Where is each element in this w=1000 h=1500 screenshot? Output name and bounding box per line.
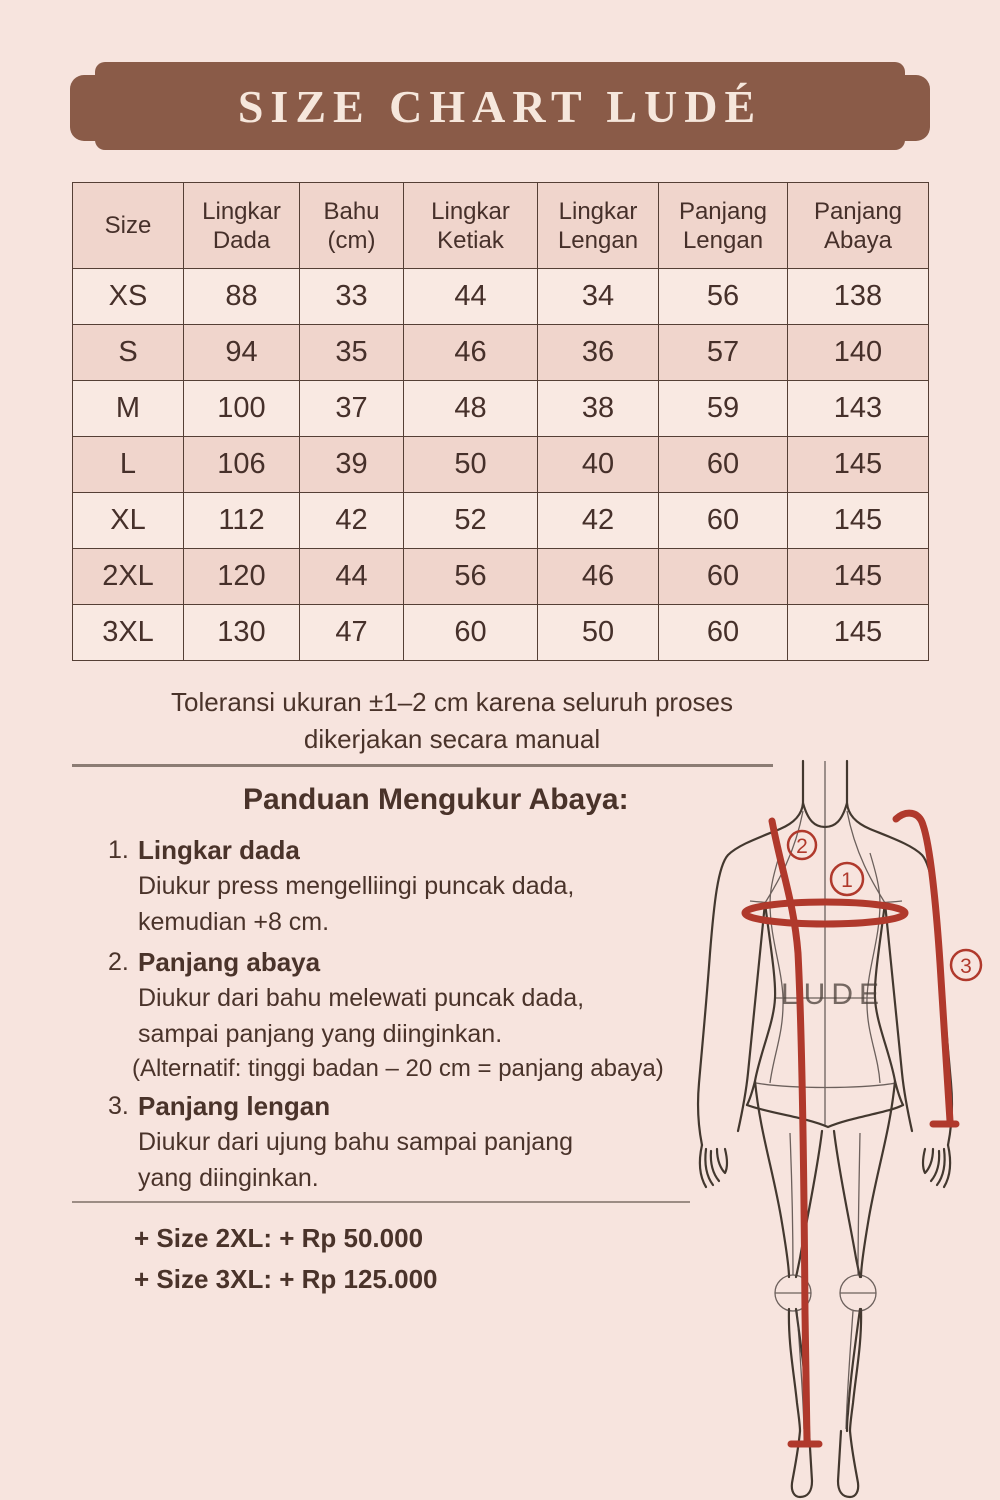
table-header-row: [73, 183, 929, 269]
cell-value: 120: [184, 549, 300, 605]
cell-value: 44: [404, 269, 538, 325]
surcharge-3xl: + Size 3XL: + Rp 125.000: [134, 1264, 438, 1294]
item-line: Diukur dari bahu melewati puncak dada,: [138, 984, 585, 1012]
table-row-3xl: [73, 605, 929, 661]
cell-value: 88: [184, 269, 300, 325]
item-number: 3.: [108, 1092, 129, 1120]
cell-size: S: [73, 325, 184, 381]
header-lingkar-lengan: Lingkar Lengan: [538, 183, 659, 269]
header-panjang-abaya: Panjang Abaya: [788, 183, 929, 269]
cell-value: 33: [300, 269, 404, 325]
label-1-number: 1: [841, 869, 853, 892]
cell-value: 39: [300, 437, 404, 493]
cell-value: 60: [659, 493, 788, 549]
cell-size: XL: [73, 493, 184, 549]
cell-size: XS: [73, 269, 184, 325]
item-title: Lingkar dada: [138, 835, 300, 865]
item-line: kemudian +8 cm.: [138, 908, 330, 936]
table-row-xl: [73, 493, 929, 549]
cell-value: 37: [300, 381, 404, 437]
cell-value: 38: [538, 381, 659, 437]
table-row-s: [73, 325, 929, 381]
cell-value: 56: [404, 549, 538, 605]
cell-value: 35: [300, 325, 404, 381]
table-row-xs: [73, 269, 929, 325]
guide-item-panjang-abaya: [108, 944, 708, 1086]
cell-value: 46: [538, 549, 659, 605]
cell-value: 140: [788, 325, 929, 381]
label-3-number: 3: [960, 955, 972, 978]
cell-value: 145: [788, 549, 929, 605]
cell-value: 36: [538, 325, 659, 381]
body-measurement-diagram: [690, 753, 1000, 1500]
guide-heading: Panduan Mengukur Abaya:: [243, 783, 629, 816]
cell-size: L: [73, 437, 184, 493]
figure-guide-lines: [750, 761, 902, 1429]
cell-value: 47: [300, 605, 404, 661]
cell-value: 50: [538, 605, 659, 661]
label-2-number: 2: [796, 835, 808, 858]
item-line: Diukur dari ujung bahu sampai panjang: [138, 1128, 574, 1156]
cell-value: 42: [300, 493, 404, 549]
cell-value: 46: [404, 325, 538, 381]
measurement-overlays: [745, 813, 981, 1444]
cell-value: 143: [788, 381, 929, 437]
size-surcharge-notes: [134, 1218, 438, 1300]
item-number: 2.: [108, 948, 129, 976]
cell-value: 60: [659, 605, 788, 661]
item-number: 1.: [108, 836, 129, 864]
header-size: Size: [73, 183, 184, 269]
cell-value: 60: [659, 549, 788, 605]
cell-value: 48: [404, 381, 538, 437]
header-lingkar-dada: Lingkar Dada: [184, 183, 300, 269]
item-note: (Alternatif: tinggi badan – 20 cm = panjang abaya): [132, 1055, 664, 1082]
title-banner: [0, 0, 1000, 160]
cell-value: 59: [659, 381, 788, 437]
cell-value: 44: [300, 549, 404, 605]
table-row-2xl: [73, 549, 929, 605]
item-title: Panjang abaya: [138, 947, 321, 977]
divider-bottom: [72, 1201, 690, 1203]
item-line: Diukur press mengelliingi puncak dada,: [138, 872, 575, 900]
cell-value: 145: [788, 437, 929, 493]
tolerance-line-1: Toleransi ukuran ±1–2 cm karena seluruh proses: [170, 687, 733, 717]
croquis-figure-svg: [690, 753, 1000, 1500]
item-line: sampai panjang yang diinginkan.: [138, 1020, 503, 1048]
cell-value: 52: [404, 493, 538, 549]
item-line: yang diinginkan.: [138, 1164, 319, 1192]
cell-size: 3XL: [73, 605, 184, 661]
cell-value: 60: [404, 605, 538, 661]
cell-value: 60: [659, 437, 788, 493]
cell-value: 50: [404, 437, 538, 493]
cell-value: 100: [184, 381, 300, 437]
header-panjang-lengan: Panjang Lengan: [659, 183, 788, 269]
table-row-m: [73, 381, 929, 437]
cell-value: 145: [788, 605, 929, 661]
tolerance-line-2: dikerjakan secara manual: [303, 724, 601, 754]
cell-value: 130: [184, 605, 300, 661]
cell-value: 94: [184, 325, 300, 381]
cell-value: 34: [538, 269, 659, 325]
divider-top: [72, 764, 773, 767]
cell-value: 56: [659, 269, 788, 325]
cell-value: 40: [538, 437, 659, 493]
cell-value: 57: [659, 325, 788, 381]
header-bahu: Bahu (cm): [300, 183, 404, 269]
guide-item-lingkar-dada: [108, 832, 708, 940]
tolerance-note: [52, 684, 852, 758]
cell-size: M: [73, 381, 184, 437]
item-title: Panjang lengan: [138, 1091, 331, 1121]
page-title: SIZE CHART LUDÉ: [237, 80, 763, 132]
table-row-l: [73, 437, 929, 493]
abaya-length-line: [772, 821, 819, 1444]
cell-value: 106: [184, 437, 300, 493]
surcharge-2xl: + Size 2XL: + Rp 50.000: [134, 1223, 424, 1253]
size-table: [72, 182, 929, 661]
brand-watermark: LUDE: [780, 978, 886, 1011]
header-lingkar-ketiak: Lingkar Ketiak: [404, 183, 538, 269]
cell-value: 112: [184, 493, 300, 549]
cell-size: 2XL: [73, 549, 184, 605]
cell-value: 42: [538, 493, 659, 549]
cell-value: 145: [788, 493, 929, 549]
cell-value: 138: [788, 269, 929, 325]
guide-item-panjang-lengan: [108, 1088, 708, 1196]
